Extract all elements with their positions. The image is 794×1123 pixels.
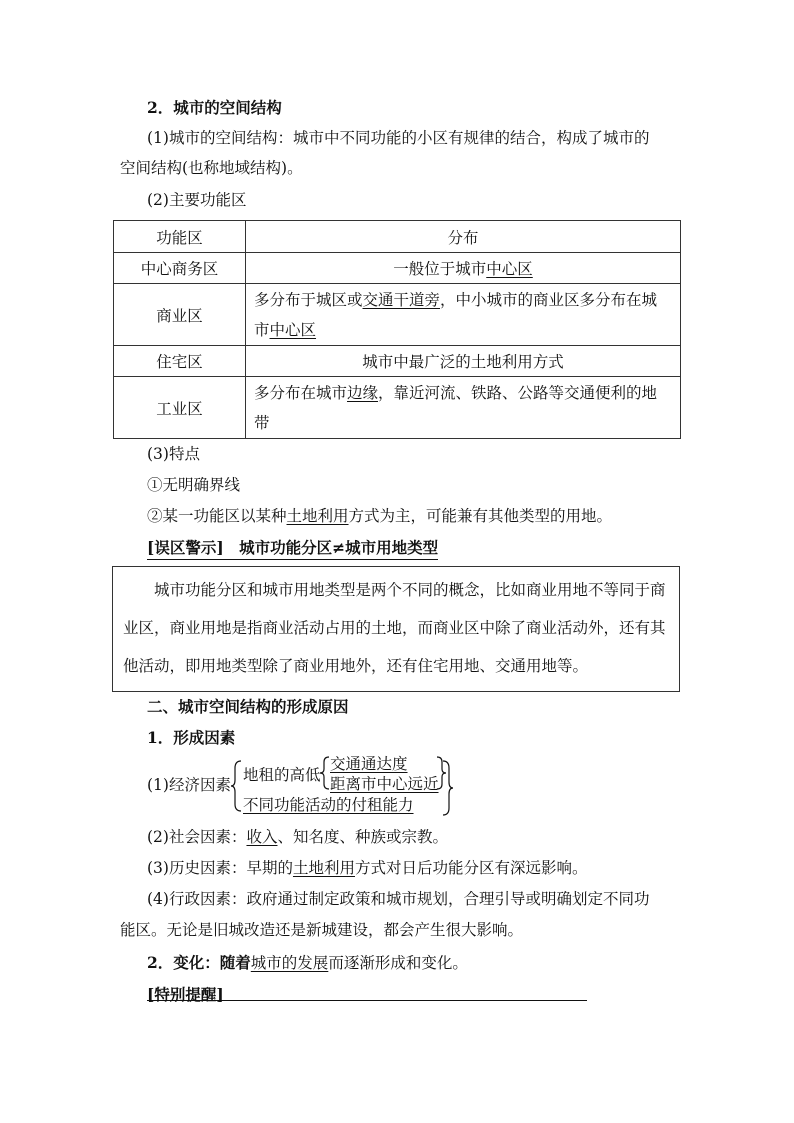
left-brace-icon	[231, 760, 243, 812]
subsection-title: (3)特点	[147, 445, 200, 463]
table-row	[114, 377, 681, 439]
econ-sub-item: 不同功能活动的付租能力	[243, 796, 414, 814]
table-row	[114, 253, 681, 284]
zone-cell: 工业区	[114, 377, 246, 439]
section-title: 2．城市的空间结构	[147, 98, 282, 117]
econ-label: (1)经济因素	[147, 776, 231, 794]
factor-item: (3)历史因素：早期的土地利用方式对日后功能分区有深远影响。	[147, 859, 588, 877]
table-row	[114, 346, 681, 377]
right-brace-icon	[441, 760, 453, 816]
paragraph-line: 空间结构(也称地域结构)。	[120, 159, 303, 177]
factor-item: (2)社会因素：收入、知名度、种族或宗教。	[147, 828, 448, 846]
zone-cell: 中心商务区	[114, 253, 246, 284]
econ-sub-sub-item: 距离市中心远近	[330, 775, 439, 793]
econ-sub-sub-item: 交通通达度	[330, 755, 408, 773]
distribution-cell: 一般位于城市中心区	[246, 253, 681, 284]
left-brace-icon	[320, 756, 330, 790]
function-zone-table	[113, 220, 681, 439]
distribution-cell: 多分布于城区或交通干道旁，中小城市的商业区多分布在城市中心区	[246, 284, 681, 346]
table-header-row	[114, 221, 681, 253]
subsection-title: 1．形成因素	[147, 728, 236, 747]
feature-item: ①无明确界线	[147, 476, 241, 494]
warning-label: [误区警示] 城市功能分区≠城市用地类型	[147, 538, 438, 560]
factor-item-cont: 能区。无论是旧城改造还是新城建设，都会产生很大影响。	[120, 921, 524, 939]
econ-sub-item: 地租的高低	[243, 766, 321, 784]
zone-cell: 住宅区	[114, 346, 246, 377]
distribution-cell: 城市中最广泛的土地利用方式	[246, 346, 681, 377]
note-text: 城市功能分区和城市用地类型是两个不同的概念，比如商业用地不等同于商业区，商业用地是指商业活动占用的土地，而商业区中除了商业活动外，还有其他活动，即用地类型除了商业用地外，还有住宅用地、交通用地等。	[123, 581, 666, 675]
paragraph-line: (1)城市的空间结构：城市中不同功能的小区有规律的结合，构成了城市的	[147, 129, 650, 147]
table-header-cell: 分布	[246, 221, 681, 253]
table-header-cell: 功能区	[114, 221, 246, 253]
part-title: 二、城市空间结构的形成原因	[147, 697, 349, 716]
note-box	[112, 566, 680, 692]
change-line: 2．变化：随着城市的发展而逐渐形成和变化。	[147, 953, 468, 972]
zone-cell: 商业区	[114, 284, 246, 346]
divider	[147, 1000, 587, 1001]
feature-item: ②某一功能区以某种土地利用方式为主，可能兼有其他类型的用地。	[147, 507, 613, 525]
subsection-title: (2)主要功能区	[147, 191, 247, 209]
special-reminder-label: [特别提醒]	[147, 985, 224, 1004]
distribution-cell: 多分布在城市边缘，靠近河流、铁路、公路等交通便利的地带	[246, 377, 681, 439]
table-row	[114, 284, 681, 346]
factor-item: (4)行政因素：政府通过制定政策和城市规划，合理引导或明确划定不同功	[147, 890, 650, 908]
